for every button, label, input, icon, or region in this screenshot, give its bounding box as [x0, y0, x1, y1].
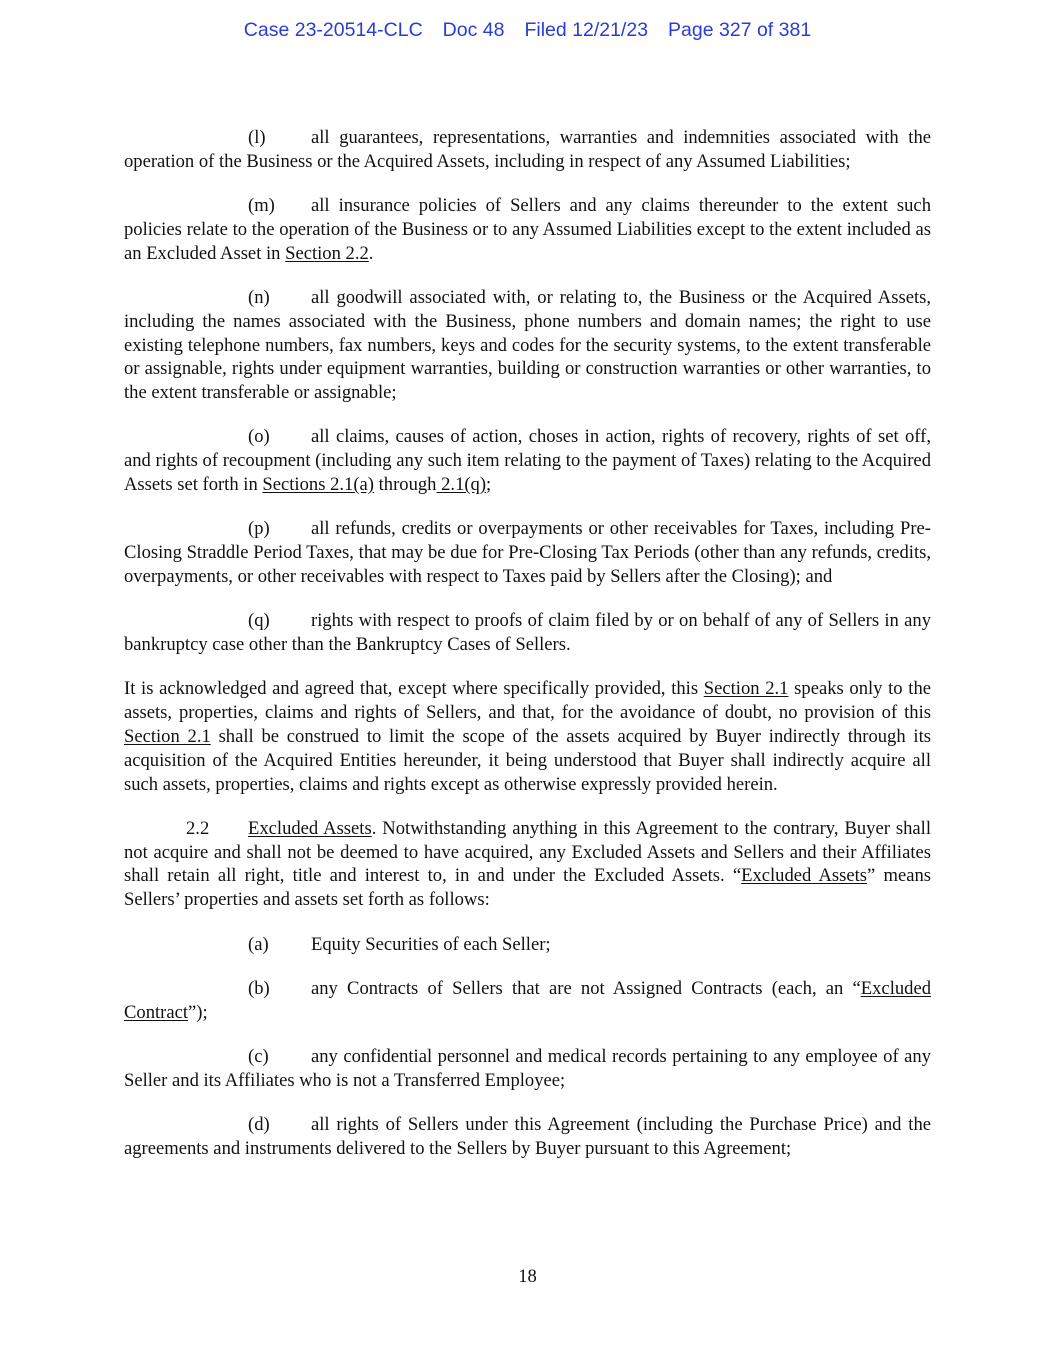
- defined-term: Excluded Assets: [741, 865, 868, 887]
- excluded-clause-a: [124, 933, 931, 957]
- case-header: [0, 19, 1055, 42]
- clause-label: (n): [248, 286, 270, 308]
- page-count: Page 327 of 381: [668, 19, 812, 41]
- clause-text: all insurance policies of Sellers and any claims thereunder to the extent such policies relate to the operation of the Business or to any Assumed Liabilities except to the extent included as an Excluded Asset in: [124, 195, 931, 264]
- case-number: Case 23-20514-CLC: [243, 19, 423, 41]
- acknowledgement-paragraph: It is acknowledged and agreed that, except where specifically provided, this Section 2.1 speaks only to the assets, properties, claims and rights of Sellers, and that, for the avoidance of doubt, no provision of this Section 2.1 shall be construed to limit the scope of the assets acquired by Buyer indirectly through its acquisition of the Acquired Entities hereunder, it being understood that Buyer shall indirectly acquire all such assets, properties, claims and rights except as otherwise expressly provided herein.: [124, 678, 932, 795]
- clause-l: [124, 126, 931, 174]
- section-reference: 2.1(q): [436, 474, 487, 496]
- clause-label: (a): [248, 933, 269, 955]
- section-reference: Section 2.2: [285, 242, 369, 264]
- clause-text: all refunds, credits or overpayments or other receivables for Taxes, including Pre-Closing Straddle Period Taxes, that may be due for Pre-Closing Tax Periods (other than any refunds, credits, overpayments, or other receivables with respect to Taxes paid by Sellers after the Closing); and: [124, 518, 931, 587]
- clause-o: (o) all claims, causes of action, choses in action, rights of recovery, rights of set off, and rights of recoupment (including any such item relating to the payment of Taxes) relating to the Acquired Assets set forth in Sections 2.1(a) through 2.1(q);: [124, 426, 931, 496]
- clause-text: all goodwill associated with, or relating to, the Business or the Acquired Assets, including the names associated with the Business, phone numbers and domain names; the right to use existing telephone numbers, fax numbers, keys and codes for the security systems, to the extent transferable or assignable, rights under equipment warranties, building or construction warranties or other warranties, to the extent transferable or assignable;: [124, 286, 931, 404]
- clause-q: [124, 609, 931, 657]
- section-2-2: 2.2 Excluded Assets. Notwithstanding anything in this Agreement to the contrary, Buyer shall not acquire and shall not be deemed to have acquired, any Excluded Assets and Sellers and their Affiliates shall retain all right, title and interest to, in and under the Excluded Assets. “Excluded Assets” means Sellers’ properties and assets set forth as follows:: [124, 817, 931, 911]
- clause-text: any confidential personnel and medical records pertaining to any employee of any Seller and its Affiliates who is not a Transferred Employee;: [124, 1045, 931, 1091]
- clause-label: (q): [248, 610, 270, 632]
- document-body: [124, 126, 931, 1181]
- clause-text: any Contracts of Sellers that are not Assigned Contracts (each, an “: [311, 977, 861, 999]
- defined-term: Excluded Contract: [124, 977, 931, 1023]
- clause-m: (m) all insurance policies of Sellers and any claims thereunder to the extent such policies relate to the operation of the Business or to any Assumed Liabilities except to the extent included as an Excluded Asset in Section 2.2.: [124, 195, 931, 264]
- clause-label: (p): [248, 518, 270, 540]
- filed-date: Filed 12/21/23: [524, 19, 649, 41]
- clause-p: [124, 517, 931, 588]
- section-reference: Section 2.1: [124, 725, 211, 747]
- clause-text: all guarantees, representations, warranties and indemnities associated with the operation of the Business or the Acquired Assets, including in respect of any Assumed Liabilities;: [124, 127, 931, 172]
- clause-label: (c): [248, 1045, 269, 1067]
- section-title: Excluded Assets: [248, 817, 372, 839]
- section-reference: Sections 2.1(a): [262, 474, 374, 496]
- clause-label: (l): [248, 127, 266, 148]
- clause-n: [124, 286, 931, 405]
- excluded-clause-c: [124, 1045, 931, 1093]
- section-number: 2.2: [186, 817, 210, 839]
- clause-label: (o): [248, 426, 270, 448]
- excluded-clause-b: (b) any Contracts of Sellers that are not Assigned Contracts (each, an “Excluded Contract”);: [124, 977, 931, 1023]
- clause-text: all claims, causes of action, choses in action, rights of recovery, rights of set off, and rights of recoupment (including any such item relating to the payment of Taxes) relating to the Acquired Assets set forth in: [124, 426, 931, 496]
- clause-label: (d): [248, 1114, 270, 1135]
- section-reference: Section 2.1: [703, 678, 789, 700]
- clause-label: (m): [248, 195, 275, 217]
- clause-text: Equity Securities of each Seller;: [311, 933, 551, 955]
- clause-label: (b): [248, 977, 270, 999]
- excluded-clause-d: [124, 1113, 931, 1161]
- clause-text: rights with respect to proofs of claim filed by or on behalf of any of Sellers in any bankruptcy case other than the Bankruptcy Cases of Sellers.: [124, 610, 931, 656]
- clause-text: all rights of Sellers under this Agreement (including the Purchase Price) and the agreements and instruments delivered to the Sellers by Buyer pursuant to this Agreement;: [124, 1114, 931, 1159]
- doc-number: Doc 48: [442, 19, 505, 41]
- page-number: 18: [518, 1266, 537, 1287]
